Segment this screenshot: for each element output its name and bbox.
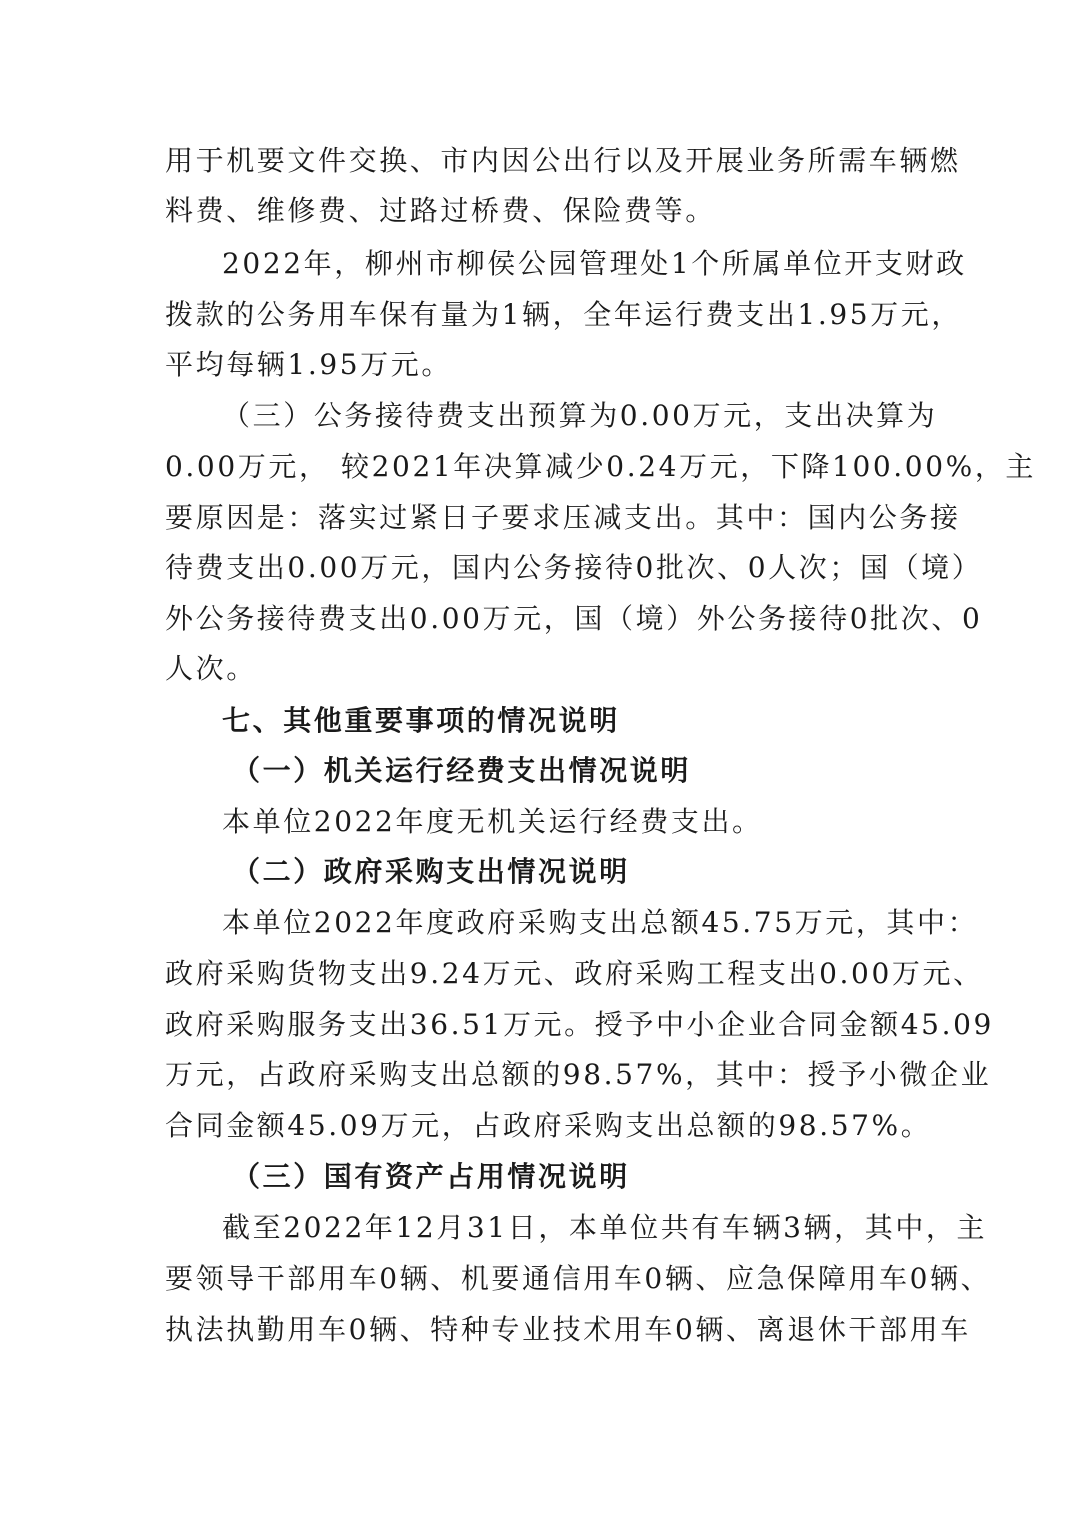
paragraph-line: 2022年，柳州市柳侯公园管理处1个所属单位开支财政	[222, 247, 967, 280]
paragraph-line: 料费、维修费、过路过桥费、保险费等。	[165, 194, 716, 227]
section-heading: 七、其他重要事项的情况说明	[222, 704, 620, 737]
paragraph-line: 0.00万元， 较2021年决算减少0.24万元，下降100.00%，主	[165, 450, 1037, 483]
subsection-heading: （二）政府采购支出情况说明	[232, 855, 630, 888]
subsection-heading: （一）机关运行经费支出情况说明	[232, 754, 692, 787]
paragraph-line: 截至2022年12月31日，本单位共有车辆3辆，其中，主	[222, 1211, 988, 1244]
paragraph-line: 要领导干部用车0辆、机要通信用车0辆、应急保障用车0辆、	[165, 1262, 992, 1295]
paragraph-line: 本单位2022年度政府采购支出总额45.75万元，其中：	[222, 906, 979, 939]
paragraph-line: 用于机要文件交换、市内因公出行以及开展业务所需车辆燃	[165, 144, 961, 177]
paragraph-line: 执法执勤用车0辆、特种专业技术用车0辆、离退休干部用车	[165, 1313, 971, 1346]
paragraph-line: 政府采购货物支出9.24万元、政府采购工程支出0.00万元、	[165, 957, 984, 990]
paragraph-line: 万元，占政府采购支出总额的98.57%，其中：授予小微企业	[165, 1058, 992, 1091]
paragraph-line: 待费支出0.00万元，国内公务接待0批次、0人次；国（境）	[165, 551, 983, 584]
subsection-heading: （三）国有资产占用情况说明	[232, 1160, 630, 1193]
paragraph-line: （三）公务接待费支出预算为0.00万元，支出决算为	[222, 399, 938, 432]
paragraph-line: 拨款的公务用车保有量为1辆，全年运行费支出1.95万元，	[165, 298, 962, 331]
paragraph-line: 要原因是：落实过紧日子要求压减支出。其中：国内公务接	[165, 501, 961, 534]
paragraph-line: 人次。	[165, 652, 257, 685]
paragraph-line: 平均每辆1.95万元。	[165, 348, 452, 381]
paragraph-line: 本单位2022年度无机关运行经费支出。	[222, 805, 763, 838]
paragraph-line: 外公务接待费支出0.00万元，国（境）外公务接待0批次、0	[165, 602, 983, 635]
paragraph-line: 合同金额45.09万元，占政府采购支出总额的98.57%。	[165, 1109, 932, 1142]
paragraph-line: 政府采购服务支出36.51万元。授予中小企业合同金额45.09	[165, 1008, 994, 1041]
